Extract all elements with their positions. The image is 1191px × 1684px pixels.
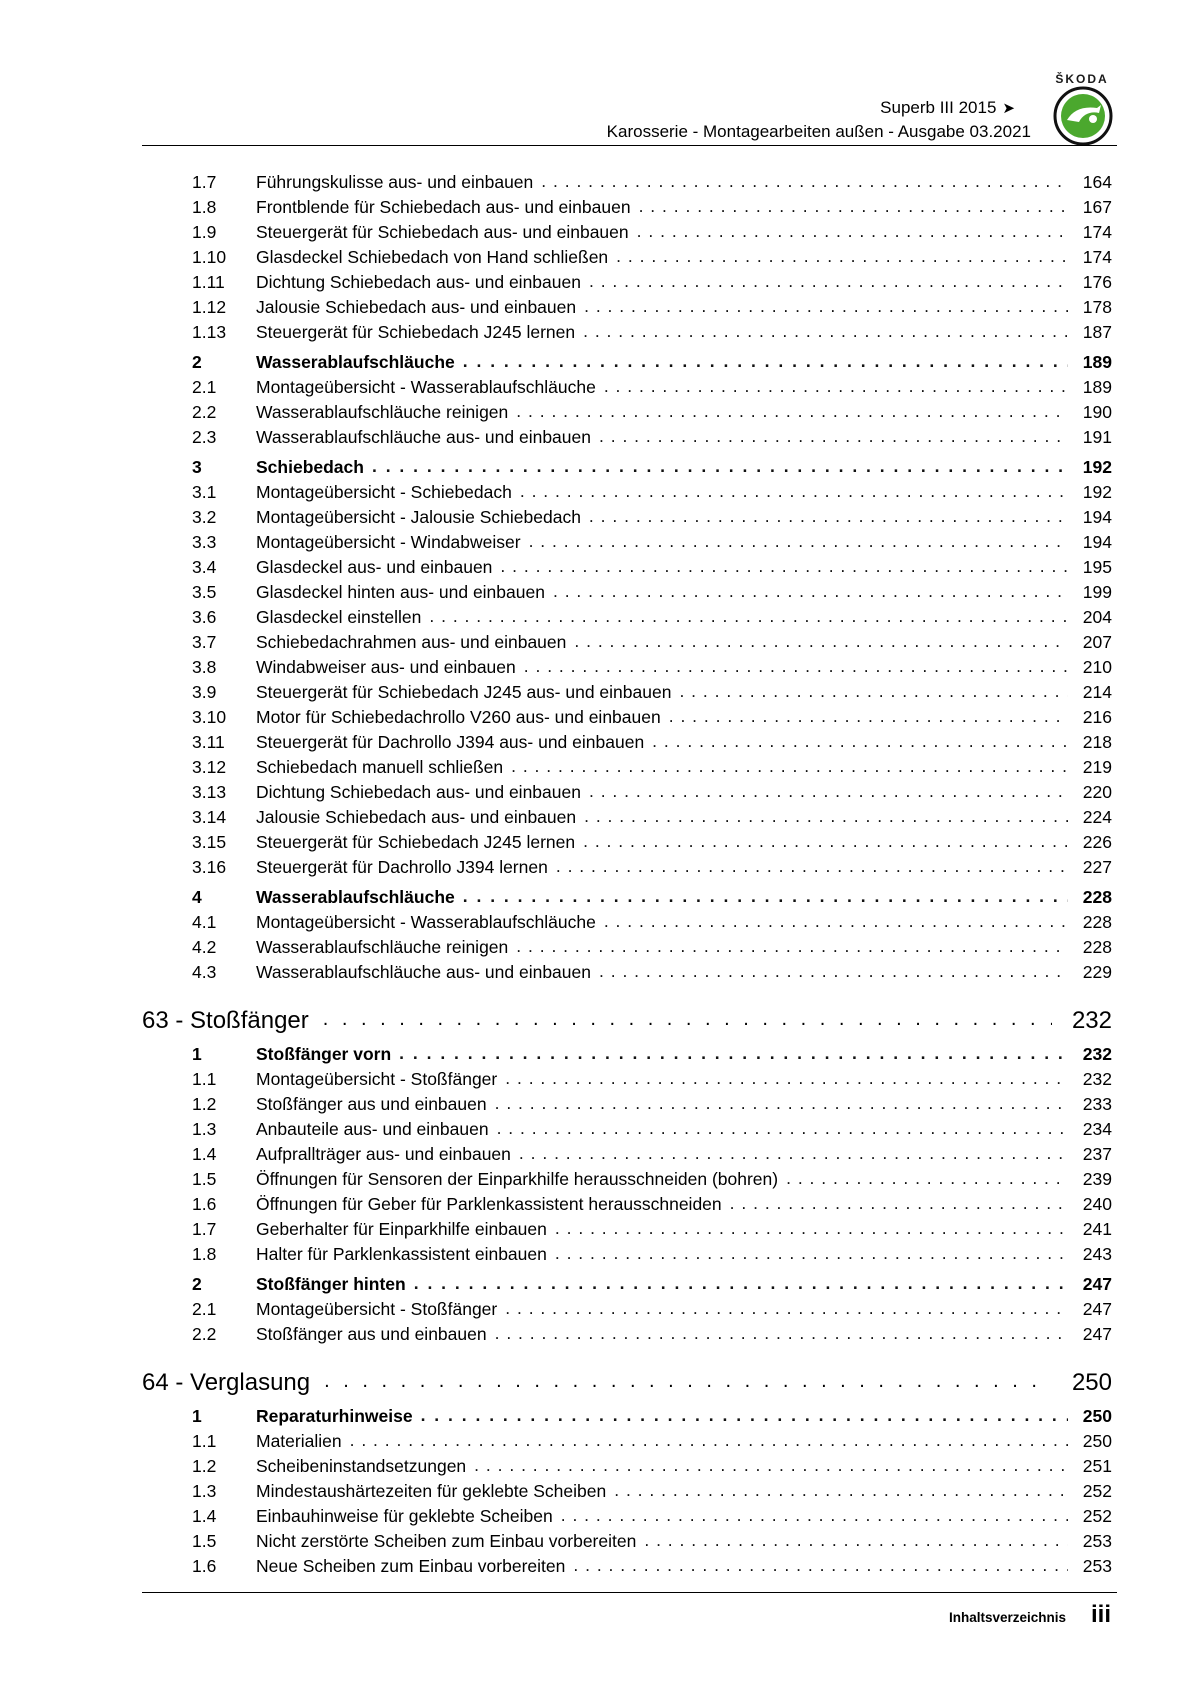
toc-leader-dots <box>589 506 1068 527</box>
toc-page-number: 191 <box>1082 427 1112 447</box>
toc-entry[interactable] <box>192 1527 1112 1552</box>
toc-leader-dots <box>574 631 1068 652</box>
toc-page-number: 189 <box>1082 377 1112 397</box>
toc-entry[interactable] <box>192 1477 1112 1502</box>
toc-leader-dots <box>679 681 1068 702</box>
toc-title: Stoßfänger vorn <box>256 1044 392 1064</box>
toc-leader-dots <box>589 781 1068 802</box>
toc-section[interactable] <box>192 1402 1112 1427</box>
toc-title: Steuergerät für Schiebedach aus- und einbauen <box>256 222 629 242</box>
toc-page-number: 243 <box>1082 1244 1112 1264</box>
toc-title: Wasserablaufschläuche aus- und einbauen <box>256 427 591 447</box>
toc-title: Dichtung Schiebedach aus- und einbauen <box>256 782 581 802</box>
toc-leader-dots <box>555 1218 1068 1239</box>
toc-number: 3.15 <box>192 832 227 852</box>
header-divider <box>142 145 1117 146</box>
toc-title: Glasdeckel hinten aus- und einbauen <box>256 582 545 602</box>
toc-page-number: 226 <box>1082 832 1112 852</box>
toc-number: 1.8 <box>192 1244 217 1264</box>
toc-entry[interactable] <box>192 1452 1112 1477</box>
toc-leader-dots <box>730 1193 1068 1214</box>
toc-leader-dots <box>541 171 1068 192</box>
toc-number: 3.10 <box>192 707 227 727</box>
toc-title: Montageübersicht - Stoßfänger <box>256 1069 498 1089</box>
toc-leader-dots <box>495 1093 1068 1114</box>
toc-leader-dots <box>614 1480 1068 1501</box>
toc-leader-dots <box>324 1366 1052 1394</box>
toc-leader-dots <box>505 1298 1068 1319</box>
toc-entry[interactable] <box>192 1115 1112 1140</box>
page-header <box>0 0 1191 150</box>
toc-page-number: 195 <box>1082 557 1112 577</box>
toc-number: 1.7 <box>192 1219 217 1239</box>
toc-page-number: 232 <box>1071 1007 1112 1034</box>
toc-leader-dots <box>516 401 1068 422</box>
toc-section[interactable] <box>192 883 1112 908</box>
toc-entry[interactable] <box>192 1552 1112 1577</box>
toc-title: Wasserablaufschläuche <box>256 887 455 907</box>
toc-page-number: 219 <box>1082 757 1112 777</box>
toc-page-number: 247 <box>1082 1274 1112 1294</box>
toc-number: 1.1 <box>192 1431 217 1451</box>
toc-entry[interactable] <box>192 728 1112 753</box>
toc-leader-dots <box>350 1430 1068 1451</box>
toc-title: Steuergerät für Schiebedach J245 aus- und einbauen <box>256 682 672 702</box>
toc-page-number: 176 <box>1082 272 1112 292</box>
toc-number: 2.1 <box>192 377 217 397</box>
toc-title: Führungskulisse aus- und einbauen <box>256 172 534 192</box>
toc-chapter-title: 63 - Stoßfänger <box>142 1007 309 1034</box>
toc-entry[interactable] <box>192 1320 1112 1345</box>
toc-entry[interactable] <box>192 603 1112 628</box>
toc-entry[interactable] <box>192 1190 1112 1215</box>
toc-leader-dots <box>589 271 1068 292</box>
toc-page-number: 250 <box>1082 1406 1112 1426</box>
toc-title: Montageübersicht - Stoßfänger <box>256 1299 498 1319</box>
toc-number: 2.3 <box>192 427 217 447</box>
toc-entry[interactable] <box>192 168 1112 193</box>
toc-leader-dots <box>556 856 1068 877</box>
toc-page-number: 232 <box>1082 1069 1112 1089</box>
header-title-line2: Karosserie - Montagearbeiten außen - Ausgabe 03.2021 <box>606 122 1031 141</box>
toc-entry[interactable] <box>192 423 1112 448</box>
toc-title: Steuergerät für Dachrollo J394 lernen <box>256 857 548 877</box>
toc-section[interactable] <box>192 348 1112 373</box>
toc-page-number: 250 <box>1082 1431 1112 1451</box>
toc-number: 2 <box>192 1274 202 1294</box>
toc-page-number: 218 <box>1082 732 1112 752</box>
toc-leader-dots <box>497 1118 1068 1139</box>
toc-entry[interactable] <box>192 478 1112 503</box>
toc-page-number: 167 <box>1082 197 1112 217</box>
toc-page-number: 234 <box>1082 1119 1112 1139</box>
toc-number: 4.3 <box>192 962 217 982</box>
toc-entry[interactable] <box>192 828 1112 853</box>
toc-number: 3.12 <box>192 757 227 777</box>
toc-page-number: 164 <box>1082 172 1112 192</box>
toc-number: 3.6 <box>192 607 217 627</box>
toc-leader-dots <box>573 1555 1068 1576</box>
toc-number: 3.11 <box>192 732 225 752</box>
toc-page-number: 250 <box>1071 1369 1112 1396</box>
toc-leader-dots <box>583 831 1068 852</box>
toc-page-number: 204 <box>1082 607 1112 627</box>
toc-title: Montageübersicht - Wasserablaufschläuche <box>256 912 596 932</box>
toc-leader-dots <box>637 221 1068 242</box>
toc-title: Wasserablaufschläuche reinigen <box>256 402 509 422</box>
toc-title: Dichtung Schiebedach aus- und einbauen <box>256 272 581 292</box>
toc-entry[interactable] <box>192 193 1112 218</box>
toc-title: Jalousie Schiebedach aus- und einbauen <box>256 807 577 827</box>
toc-chapter-title: 64 - Verglasung <box>142 1369 311 1396</box>
toc-title: Windabweiser aus- und einbauen <box>256 657 516 677</box>
footer-section-label: Inhaltsverzeichnis <box>948 1610 1066 1625</box>
skoda-logo-icon <box>1053 86 1113 146</box>
toc-page-number: 192 <box>1082 482 1112 502</box>
toc-page-number: 247 <box>1082 1324 1112 1344</box>
toc-number: 1.3 <box>192 1119 217 1139</box>
toc-leader-dots <box>323 1004 1052 1032</box>
toc-number: 1.4 <box>192 1506 217 1526</box>
toc-entry[interactable] <box>192 1215 1112 1240</box>
toc-number: 1.5 <box>192 1169 217 1189</box>
table-of-contents <box>142 168 1112 1577</box>
toc-number: 3.4 <box>192 557 217 577</box>
toc-title: Halter für Parklenkassistent einbauen <box>256 1244 547 1264</box>
toc-leader-dots <box>561 1505 1068 1526</box>
toc-entry[interactable] <box>192 1295 1112 1320</box>
toc-leader-dots <box>583 321 1068 342</box>
toc-number: 4.2 <box>192 937 217 957</box>
toc-number: 3.16 <box>192 857 227 877</box>
toc-entry[interactable] <box>192 778 1112 803</box>
toc-title: Glasdeckel einstellen <box>256 607 422 627</box>
toc-number: 1.1 <box>192 1069 217 1089</box>
toc-entry[interactable] <box>192 268 1112 293</box>
toc-page-number: 252 <box>1082 1506 1112 1526</box>
toc-number: 3.5 <box>192 582 217 602</box>
toc-entry[interactable] <box>192 528 1112 553</box>
toc-title: Neue Scheiben zum Einbau vorbereiten <box>256 1556 566 1576</box>
toc-entry[interactable] <box>192 753 1112 778</box>
toc-page-number: 251 <box>1082 1456 1112 1476</box>
toc-entry[interactable] <box>192 293 1112 318</box>
toc-leader-dots <box>500 556 1068 577</box>
toc-title: Schiebedach <box>256 457 364 477</box>
toc-leader-dots <box>519 1143 1068 1164</box>
toc-entry[interactable] <box>192 703 1112 728</box>
toc-number: 1.6 <box>192 1194 217 1214</box>
toc-entry[interactable] <box>192 503 1112 528</box>
toc-leader-dots <box>599 961 1068 982</box>
toc-leader-dots <box>474 1455 1068 1476</box>
toc-title: Steuergerät für Schiebedach J245 lernen <box>256 832 576 852</box>
toc-number: 1.4 <box>192 1144 217 1164</box>
toc-page-number: 192 <box>1082 457 1112 477</box>
toc-page-number: 247 <box>1082 1299 1112 1319</box>
toc-number: 3.9 <box>192 682 217 702</box>
toc-number: 1.5 <box>192 1531 217 1551</box>
toc-title: Frontblende für Schiebedach aus- und einbauen <box>256 197 631 217</box>
toc-entry[interactable] <box>192 1140 1112 1165</box>
toc-entry[interactable] <box>192 243 1112 268</box>
toc-leader-dots <box>555 1243 1068 1264</box>
header-title-line1 <box>880 98 1015 118</box>
toc-number: 2.1 <box>192 1299 217 1319</box>
toc-number: 1 <box>192 1406 202 1426</box>
toc-number: 3.2 <box>192 507 217 527</box>
header-model: Superb III 2015 <box>880 98 997 117</box>
toc-title: Montageübersicht - Windabweiser <box>256 532 521 552</box>
toc-title: Montageübersicht - Jalousie Schiebedach <box>256 507 581 527</box>
toc-leader-dots <box>505 1068 1068 1089</box>
toc-leader-dots <box>604 376 1068 397</box>
toc-section[interactable] <box>192 1040 1112 1065</box>
toc-leader-dots <box>652 731 1068 752</box>
toc-page-number: 207 <box>1082 632 1112 652</box>
toc-entry[interactable] <box>192 1165 1112 1190</box>
toc-page-number: 241 <box>1082 1219 1112 1239</box>
toc-entry[interactable] <box>192 803 1112 828</box>
toc-title: Montageübersicht - Wasserablaufschläuche <box>256 377 596 397</box>
toc-page-number: 216 <box>1082 707 1112 727</box>
toc-leader-dots <box>584 296 1068 317</box>
toc-page-number: 240 <box>1082 1194 1112 1214</box>
toc-page-number: 233 <box>1082 1094 1112 1114</box>
toc-title: Glasdeckel aus- und einbauen <box>256 557 493 577</box>
toc-number: 3.13 <box>192 782 227 802</box>
toc-entry[interactable] <box>192 1240 1112 1265</box>
toc-leader-dots <box>414 1273 1068 1294</box>
toc-entry[interactable] <box>192 933 1112 958</box>
toc-leader-dots <box>786 1168 1068 1189</box>
toc-entry[interactable] <box>192 1502 1112 1527</box>
toc-page-number: 239 <box>1082 1169 1112 1189</box>
toc-title: Steuergerät für Dachrollo J394 aus- und einbauen <box>256 732 645 752</box>
toc-chapter[interactable] <box>142 995 1112 1035</box>
toc-leader-dots <box>604 911 1068 932</box>
toc-number: 4.1 <box>192 912 217 932</box>
toc-leader-dots <box>429 606 1068 627</box>
toc-page-number: 224 <box>1082 807 1112 827</box>
toc-leader-dots <box>372 456 1068 477</box>
toc-entry[interactable] <box>192 958 1112 983</box>
toc-number: 1.2 <box>192 1456 217 1476</box>
toc-number: 3.7 <box>192 632 217 652</box>
toc-entry[interactable] <box>192 1427 1112 1452</box>
toc-leader-dots <box>495 1323 1068 1344</box>
toc-title: Öffnungen für Geber für Parklenkassistent herausschneiden <box>256 1194 722 1214</box>
toc-entry[interactable] <box>192 653 1112 678</box>
toc-page-number: 253 <box>1082 1556 1112 1576</box>
toc-entry[interactable] <box>192 398 1112 423</box>
toc-section[interactable] <box>192 1270 1112 1295</box>
toc-number: 1.7 <box>192 172 217 192</box>
toc-leader-dots <box>511 756 1068 777</box>
toc-leader-dots <box>669 706 1068 727</box>
toc-page-number: 174 <box>1082 247 1112 267</box>
toc-leader-dots <box>463 351 1068 372</box>
toc-entry[interactable] <box>192 908 1112 933</box>
toc-entry[interactable] <box>192 678 1112 703</box>
toc-page-number: 214 <box>1082 682 1112 702</box>
toc-page-number: 227 <box>1082 857 1112 877</box>
toc-section[interactable] <box>192 453 1112 478</box>
toc-page-number: 253 <box>1082 1531 1112 1551</box>
toc-page-number: 229 <box>1082 962 1112 982</box>
toc-number: 4 <box>192 887 202 907</box>
toc-leader-dots <box>421 1405 1068 1426</box>
toc-page-number: 228 <box>1082 887 1112 907</box>
toc-number: 1.12 <box>192 297 227 317</box>
toc-title: Geberhalter für Einparkhilfe einbauen <box>256 1219 547 1239</box>
toc-number: 1.11 <box>192 272 225 292</box>
toc-leader-dots <box>399 1043 1068 1064</box>
toc-leader-dots <box>616 246 1068 267</box>
toc-page-number: 232 <box>1082 1044 1112 1064</box>
toc-number: 1 <box>192 1044 202 1064</box>
toc-number: 3.8 <box>192 657 217 677</box>
toc-number: 1.10 <box>192 247 227 267</box>
toc-page-number: 199 <box>1082 582 1112 602</box>
toc-page-number: 228 <box>1082 937 1112 957</box>
toc-entry[interactable] <box>192 553 1112 578</box>
toc-number: 1.13 <box>192 322 227 342</box>
toc-title: Materialien <box>256 1431 342 1451</box>
toc-page-number: 194 <box>1082 532 1112 552</box>
toc-title: Stoßfänger aus und einbauen <box>256 1094 487 1114</box>
toc-title: Glasdeckel Schiebedach von Hand schließen <box>256 247 609 267</box>
toc-page-number: 237 <box>1082 1144 1112 1164</box>
toc-number: 2 <box>192 352 202 372</box>
toc-title: Einbauhinweise für geklebte Scheiben <box>256 1506 553 1526</box>
toc-entry[interactable] <box>192 218 1112 243</box>
toc-title: Jalousie Schiebedach aus- und einbauen <box>256 297 577 317</box>
toc-title: Aufprallträger aus- und einbauen <box>256 1144 511 1164</box>
toc-title: Scheibeninstandsetzungen <box>256 1456 467 1476</box>
toc-number: 1.8 <box>192 197 217 217</box>
toc-leader-dots <box>639 196 1068 217</box>
toc-page-number: 190 <box>1082 402 1112 422</box>
toc-leader-dots <box>524 656 1068 677</box>
toc-number: 1.3 <box>192 1481 217 1501</box>
toc-title: Schiebedachrahmen aus- und einbauen <box>256 632 567 652</box>
toc-title: Schiebedach manuell schließen <box>256 757 504 777</box>
toc-entry[interactable] <box>192 373 1112 398</box>
toc-number: 1.9 <box>192 222 217 242</box>
toc-number: 3.3 <box>192 532 217 552</box>
arrow-right-icon: ➤ <box>1002 100 1015 117</box>
toc-page-number: 252 <box>1082 1481 1112 1501</box>
toc-page-number: 174 <box>1082 222 1112 242</box>
toc-number: 1.6 <box>192 1556 217 1576</box>
toc-chapter[interactable] <box>142 1357 1112 1397</box>
toc-title: Wasserablaufschläuche aus- und einbauen <box>256 962 591 982</box>
toc-leader-dots <box>599 426 1068 447</box>
toc-page-number: 194 <box>1082 507 1112 527</box>
toc-number: 3.1 <box>192 482 217 502</box>
toc-leader-dots <box>520 481 1068 502</box>
toc-title: Montageübersicht - Schiebedach <box>256 482 512 502</box>
toc-title: Steuergerät für Schiebedach J245 lernen <box>256 322 576 342</box>
toc-title: Stoßfänger aus und einbauen <box>256 1324 487 1344</box>
toc-page-number: 178 <box>1082 297 1112 317</box>
toc-title: Anbauteile aus- und einbauen <box>256 1119 489 1139</box>
toc-number: 1.2 <box>192 1094 217 1114</box>
toc-number: 3.14 <box>192 807 227 827</box>
toc-title: Stoßfänger hinten <box>256 1274 406 1294</box>
toc-page-number: 228 <box>1082 912 1112 932</box>
toc-number: 2.2 <box>192 1324 217 1344</box>
toc-entry[interactable] <box>192 1065 1112 1090</box>
brand-wordmark: ŠKODA <box>1055 72 1109 86</box>
toc-title: Nicht zerstörte Scheiben zum Einbau vorbereiten <box>256 1531 637 1551</box>
toc-title: Motor für Schiebedachrollo V260 aus- und einbauen <box>256 707 661 727</box>
toc-entry[interactable] <box>192 1090 1112 1115</box>
toc-entry[interactable] <box>192 853 1112 878</box>
toc-leader-dots <box>516 936 1068 957</box>
toc-page-number: 210 <box>1082 657 1112 677</box>
toc-number: 2.2 <box>192 402 217 422</box>
toc-title: Wasserablaufschläuche reinigen <box>256 937 509 957</box>
toc-leader-dots <box>644 1530 1068 1551</box>
toc-page-number: 220 <box>1082 782 1112 802</box>
toc-title: Wasserablaufschläuche <box>256 352 455 372</box>
toc-title: Reparaturhinweise <box>256 1406 413 1426</box>
toc-page-number: 187 <box>1082 322 1112 342</box>
toc-page-number: 189 <box>1082 352 1112 372</box>
toc-entry[interactable] <box>192 628 1112 653</box>
toc-leader-dots <box>463 886 1068 907</box>
toc-leader-dots <box>584 806 1068 827</box>
footer-divider <box>142 1592 1117 1593</box>
toc-leader-dots <box>553 581 1068 602</box>
toc-number: 3 <box>192 457 202 477</box>
toc-title: Öffnungen für Sensoren der Einparkhilfe herausschneiden (bohren) <box>256 1169 779 1189</box>
toc-entry[interactable] <box>192 318 1112 343</box>
toc-title: Mindestaushärtezeiten für geklebte Scheiben <box>256 1481 607 1501</box>
footer-page-number: iii <box>1090 1601 1111 1628</box>
toc-leader-dots <box>529 531 1068 552</box>
toc-entry[interactable] <box>192 578 1112 603</box>
